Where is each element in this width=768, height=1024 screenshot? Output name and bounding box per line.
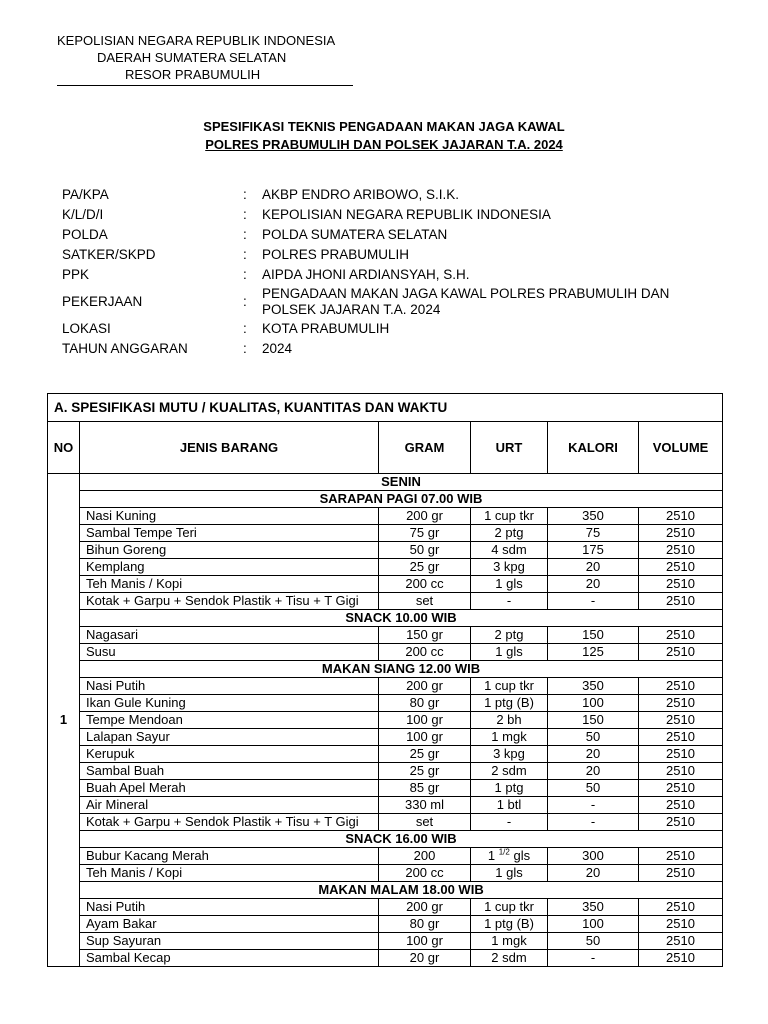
item-name: Kotak + Garpu + Sendok Plastik + Tisu + T Gigi <box>80 814 379 831</box>
item-gram: 75 gr <box>379 525 471 542</box>
item-volume: 2510 <box>639 542 723 559</box>
item-urt: 1 mgk <box>471 933 548 950</box>
item-volume: 2510 <box>639 780 723 797</box>
item-urt: 2 sdm <box>471 950 548 967</box>
item-kalori: 75 <box>548 525 639 542</box>
item-volume: 2510 <box>639 950 723 967</box>
item-urt: - <box>471 593 548 610</box>
item-urt: 1 mgk <box>471 729 548 746</box>
item-urt: 1 ptg <box>471 780 548 797</box>
table-row <box>48 508 723 525</box>
table-row <box>48 576 723 593</box>
info-value: KEPOLISIAN NEGARA REPUBLIK INDONESIA <box>262 207 551 222</box>
item-gram: 200 gr <box>379 899 471 916</box>
item-kalori: 20 <box>548 559 639 576</box>
item-urt: - <box>471 814 548 831</box>
item-volume: 2510 <box>639 559 723 576</box>
item-name: Buah Apel Merah <box>80 780 379 797</box>
col-header-kalori: KALORI <box>548 422 639 474</box>
item-name: Nasi Kuning <box>80 508 379 525</box>
item-urt: 1 gls <box>471 644 548 661</box>
item-name: Ikan Gule Kuning <box>80 695 379 712</box>
item-gram: 200 cc <box>379 644 471 661</box>
item-urt: 2 bh <box>471 712 548 729</box>
item-kalori: 300 <box>548 848 639 865</box>
col-header-no: NO <box>48 422 80 474</box>
item-kalori: - <box>548 814 639 831</box>
table-header-row <box>48 422 723 474</box>
item-name: Sambal Tempe Teri <box>80 525 379 542</box>
item-gram: 85 gr <box>379 780 471 797</box>
letterhead <box>57 32 353 83</box>
item-name: Sambal Buah <box>80 763 379 780</box>
item-volume: 2510 <box>639 627 723 644</box>
item-kalori: 20 <box>548 746 639 763</box>
item-kalori: 50 <box>548 729 639 746</box>
item-urt: 1 gls <box>471 865 548 882</box>
item-name: Kerupuk <box>80 746 379 763</box>
group-header-row <box>48 661 723 678</box>
item-volume: 2510 <box>639 848 723 865</box>
letterhead-divider <box>57 85 353 86</box>
item-urt: 1 ptg (B) <box>471 695 548 712</box>
item-volume: 2510 <box>639 763 723 780</box>
info-label: TAHUN ANGGARAN <box>62 341 188 356</box>
item-urt: 1 cup tkr <box>471 678 548 695</box>
item-gram: 25 gr <box>379 763 471 780</box>
row-number: 1 <box>48 474 80 967</box>
section-title: A. SPESIFIKASI MUTU / KUALITAS, KUANTITAS DAN WAKTU <box>48 394 723 422</box>
item-volume: 2510 <box>639 644 723 661</box>
table-row <box>48 780 723 797</box>
item-urt: 1 cup tkr <box>471 508 548 525</box>
table-row <box>48 763 723 780</box>
item-kalori: - <box>548 797 639 814</box>
item-volume: 2510 <box>639 916 723 933</box>
info-value: KOTA PRABUMULIH <box>262 321 390 336</box>
table-row <box>48 542 723 559</box>
item-kalori: 20 <box>548 763 639 780</box>
table-row <box>48 559 723 576</box>
item-gram: 100 gr <box>379 712 471 729</box>
item-name: Nasi Putih <box>80 899 379 916</box>
item-gram: 200 <box>379 848 471 865</box>
info-label: SATKER/SKPD <box>62 247 156 262</box>
item-volume: 2510 <box>639 746 723 763</box>
item-volume: 2510 <box>639 695 723 712</box>
item-kalori: - <box>548 593 639 610</box>
item-kalori: 20 <box>548 576 639 593</box>
info-colon: : <box>243 341 247 356</box>
item-gram: 25 gr <box>379 746 471 763</box>
table-row <box>48 797 723 814</box>
item-name: Tempe Mendoan <box>80 712 379 729</box>
item-name: Sambal Kecap <box>80 950 379 967</box>
col-header-urt: URT <box>471 422 548 474</box>
item-urt: 1 btl <box>471 797 548 814</box>
item-kalori: 100 <box>548 695 639 712</box>
document-title-line-1: SPESIFIKASI TEKNIS PENGADAAN MAKAN JAGA KAWAL <box>203 119 565 134</box>
table-row <box>48 712 723 729</box>
table-row <box>48 916 723 933</box>
table-row <box>48 525 723 542</box>
info-label: PPK <box>62 267 90 282</box>
info-block <box>62 185 722 359</box>
group-header: MAKAN MALAM 18.00 WIB <box>80 882 723 899</box>
item-gram: 25 gr <box>379 559 471 576</box>
item-name: Ayam Bakar <box>80 916 379 933</box>
table-row <box>48 593 723 610</box>
table-row <box>48 695 723 712</box>
item-gram: 200 cc <box>379 576 471 593</box>
table-row <box>48 729 723 746</box>
item-name: Air Mineral <box>80 797 379 814</box>
info-value: AIPDA JHONI ARDIANSYAH, S.H. <box>262 267 470 282</box>
item-name: Nagasari <box>80 627 379 644</box>
item-kalori: 100 <box>548 916 639 933</box>
info-row <box>62 285 722 319</box>
letterhead-line-1: KEPOLISIAN NEGARA REPUBLIK INDONESIA <box>57 33 336 48</box>
item-urt: 4 sdm <box>471 542 548 559</box>
info-row <box>62 245 722 265</box>
item-kalori: 150 <box>548 712 639 729</box>
col-header-gram: GRAM <box>379 422 471 474</box>
item-urt: 2 sdm <box>471 763 548 780</box>
item-gram: 330 ml <box>379 797 471 814</box>
item-name: Teh Manis / Kopi <box>80 576 379 593</box>
item-name: Teh Manis / Kopi <box>80 865 379 882</box>
info-value: AKBP ENDRO ARIBOWO, S.I.K. <box>262 187 460 202</box>
item-name: Bubur Kacang Merah <box>80 848 379 865</box>
item-kalori: 175 <box>548 542 639 559</box>
group-header: SENIN <box>80 474 723 491</box>
item-name: Kemplang <box>80 559 379 576</box>
group-header-row <box>48 474 723 491</box>
table-row <box>48 627 723 644</box>
item-gram: 100 gr <box>379 729 471 746</box>
item-gram: 200 cc <box>379 865 471 882</box>
item-name: Kotak + Garpu + Sendok Plastik + Tisu + T Gigi <box>80 593 379 610</box>
table-row <box>48 865 723 882</box>
table-body <box>48 474 723 967</box>
info-colon: : <box>243 247 247 262</box>
info-label: LOKASI <box>62 321 111 336</box>
group-header: SARAPAN PAGI 07.00 WIB <box>80 491 723 508</box>
info-row <box>62 265 722 285</box>
table-row <box>48 899 723 916</box>
info-row <box>62 185 722 205</box>
info-value: PENGADAAN MAKAN JAGA KAWAL POLRES PRABUMULIH DAN POLSEK JAJARAN T.A. 2024 <box>262 286 670 317</box>
item-volume: 2510 <box>639 678 723 695</box>
table-row <box>48 950 723 967</box>
item-volume: 2510 <box>639 576 723 593</box>
item-volume: 2510 <box>639 593 723 610</box>
info-value: POLRES PRABUMULIH <box>262 247 410 262</box>
item-gram: 80 gr <box>379 916 471 933</box>
item-urt: 1 $^{1/2}$ gls <box>471 848 548 865</box>
info-label: K/L/D/I <box>62 207 104 222</box>
col-header-jenis-barang: JENIS BARANG <box>80 422 379 474</box>
item-kalori: 50 <box>548 780 639 797</box>
item-kalori: - <box>548 950 639 967</box>
info-colon: : <box>243 267 247 282</box>
item-name: Nasi Putih <box>80 678 379 695</box>
item-volume: 2510 <box>639 797 723 814</box>
item-gram: 100 gr <box>379 933 471 950</box>
table-row <box>48 746 723 763</box>
col-header-volume: VOLUME <box>639 422 723 474</box>
item-kalori: 150 <box>548 627 639 644</box>
info-row <box>62 319 722 339</box>
info-label: PEKERJAAN <box>62 294 143 309</box>
item-volume: 2510 <box>639 729 723 746</box>
item-volume: 2510 <box>639 712 723 729</box>
letterhead-line-3: RESOR PRABUMULIH <box>125 67 261 82</box>
item-kalori: 350 <box>548 678 639 695</box>
group-header-row <box>48 491 723 508</box>
item-volume: 2510 <box>639 933 723 950</box>
info-value: 2024 <box>262 341 293 356</box>
item-name: Bihun Goreng <box>80 542 379 559</box>
item-gram: 200 gr <box>379 678 471 695</box>
item-kalori: 350 <box>548 899 639 916</box>
item-kalori: 50 <box>548 933 639 950</box>
item-urt: 1 gls <box>471 576 548 593</box>
table-row <box>48 644 723 661</box>
info-colon: : <box>243 227 247 242</box>
item-gram: 200 gr <box>379 508 471 525</box>
item-kalori: 350 <box>548 508 639 525</box>
item-volume: 2510 <box>639 899 723 916</box>
item-volume: 2510 <box>639 525 723 542</box>
item-gram: 80 gr <box>379 695 471 712</box>
item-gram: set <box>379 814 471 831</box>
item-urt: 1 ptg (B) <box>471 916 548 933</box>
item-name: Lalapan Sayur <box>80 729 379 746</box>
item-volume: 2510 <box>639 814 723 831</box>
info-row <box>62 205 722 225</box>
group-header: SNACK 10.00 WIB <box>80 610 723 627</box>
spec-table <box>47 393 723 967</box>
info-value: POLDA SUMATERA SELATAN <box>262 227 448 242</box>
item-gram: 150 gr <box>379 627 471 644</box>
item-volume: 2510 <box>639 865 723 882</box>
info-row <box>62 225 722 245</box>
group-header: MAKAN SIANG 12.00 WIB <box>80 661 723 678</box>
group-header-row <box>48 610 723 627</box>
item-urt: 3 kpg <box>471 559 548 576</box>
item-urt: 2 ptg <box>471 627 548 644</box>
item-gram: set <box>379 593 471 610</box>
group-header-row <box>48 831 723 848</box>
item-name: Sup Sayuran <box>80 933 379 950</box>
item-gram: 20 gr <box>379 950 471 967</box>
table-row <box>48 933 723 950</box>
info-label: PA/KPA <box>62 187 109 202</box>
info-colon: : <box>243 207 247 222</box>
info-colon: : <box>243 321 247 336</box>
letterhead-line-2: DAERAH SUMATERA SELATAN <box>97 50 287 65</box>
item-volume: 2510 <box>639 508 723 525</box>
table-row <box>48 678 723 695</box>
info-label: POLDA <box>62 227 108 242</box>
info-colon: : <box>243 187 247 202</box>
item-gram: 50 gr <box>379 542 471 559</box>
group-header-row <box>48 882 723 899</box>
table-row <box>48 848 723 865</box>
info-row <box>62 339 722 359</box>
item-name: Susu <box>80 644 379 661</box>
item-urt: 1 cup tkr <box>471 899 548 916</box>
document-title-line-2: POLRES PRABUMULIH DAN POLSEK JAJARAN T.A. 2024 <box>205 137 563 152</box>
group-header: SNACK 16.00 WIB <box>80 831 723 848</box>
info-colon: : <box>243 294 247 309</box>
item-urt: 2 ptg <box>471 525 548 542</box>
item-kalori: 125 <box>548 644 639 661</box>
item-kalori: 20 <box>548 865 639 882</box>
item-urt: 3 kpg <box>471 746 548 763</box>
table-row <box>48 814 723 831</box>
